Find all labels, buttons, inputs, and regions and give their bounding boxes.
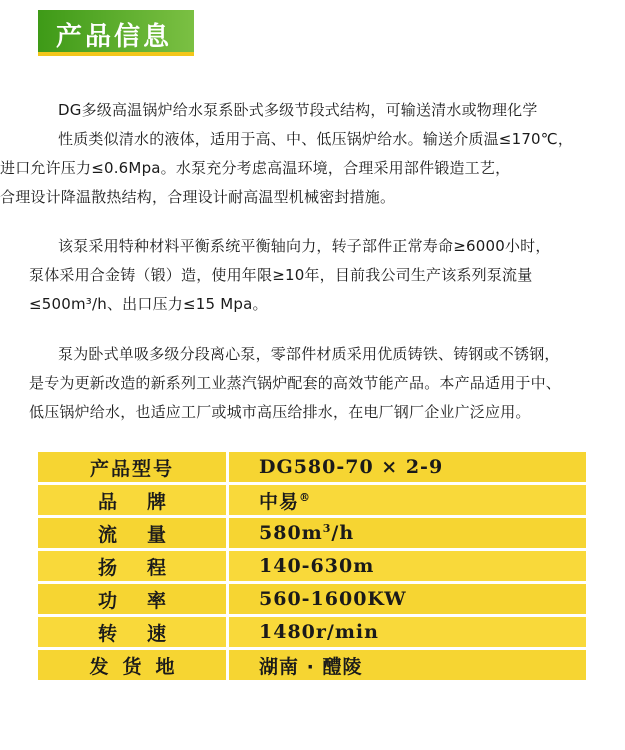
table-row [38,485,586,518]
spec-label-flow: 流量 [38,518,229,551]
table-row [38,650,586,683]
table-row [38,617,586,650]
spec-value-head: 140-630m [229,551,586,584]
spec-label-brand: 品牌 [38,485,229,518]
section-title: 产品信息 [56,22,173,52]
table-row [38,518,586,551]
paragraph-line: DG多级高温锅炉给水泵系卧式多级节段式结构，可输送清水或物理化学 [58,101,538,119]
paragraph-line: 性质类似清水的液体，适用于高、中、低压锅炉给水。输送介质温≤170℃， [58,130,574,148]
spec-label-model: 产品型号 [38,452,229,485]
description-paragraph-3 [29,340,598,427]
description-paragraph-1 [0,96,598,212]
paragraph-line: ≤500m³/h、出口压力≤15 Mpa。 [29,295,268,313]
spec-label-speed: 转速 [38,617,229,650]
registered-mark: ® [299,490,312,504]
table-row [38,452,586,485]
spec-table [38,452,586,683]
brand-name: 中易 [259,490,300,513]
description-paragraph-2 [29,232,598,319]
paragraph-line: 该泵采用特种材料平衡系统平衡轴向力，转子部件正常寿命≥6000小时， [58,237,551,255]
paragraph-line: 合理设计降温散热结构，合理设计耐高温型机械密封措施。 [0,188,396,206]
spec-value-power: 560-1600KW [229,584,586,617]
flow-exponent: 3 [322,522,332,535]
table-row [38,551,586,584]
flow-unit-suffix: /h [331,522,355,544]
paragraph-line: 泵为卧式单吸多级分段离心泵，零部件材质采用优质铸铁、铸钢或不锈钢， [58,345,560,363]
spec-label-power: 功率 [38,584,229,617]
paragraph-line: 泵体采用合金铸（锻）造，使用年限≥10年，目前我公司生产该系列泵流量 [29,266,533,284]
flow-value: 580m [259,522,323,544]
spec-value-origin: 湖南 · 醴陵 [229,650,586,683]
spec-value-flow [229,518,586,551]
paragraph-line: 低压锅炉给水，也适应工厂或城市高压给排水，在电厂钢厂企业广泛应用。 [29,403,531,421]
spec-label-head: 扬程 [38,551,229,584]
spec-label-origin: 发货地 [38,650,229,683]
section-header [38,10,194,56]
paragraph-line: 进口允许压力≤0.6Mpa。水泵充分考虑高温环境，合理采用部件锻造工艺， [0,159,511,177]
paragraph-line: 是专为更新改造的新系列工业蒸汽锅炉配套的高效节能产品。本产品适用于中、 [29,374,562,392]
spec-value-brand [229,485,586,518]
table-row [38,584,586,617]
spec-value-model: DG580-70 × 2-9 [229,452,586,485]
spec-value-speed: 1480r/min [229,617,586,650]
